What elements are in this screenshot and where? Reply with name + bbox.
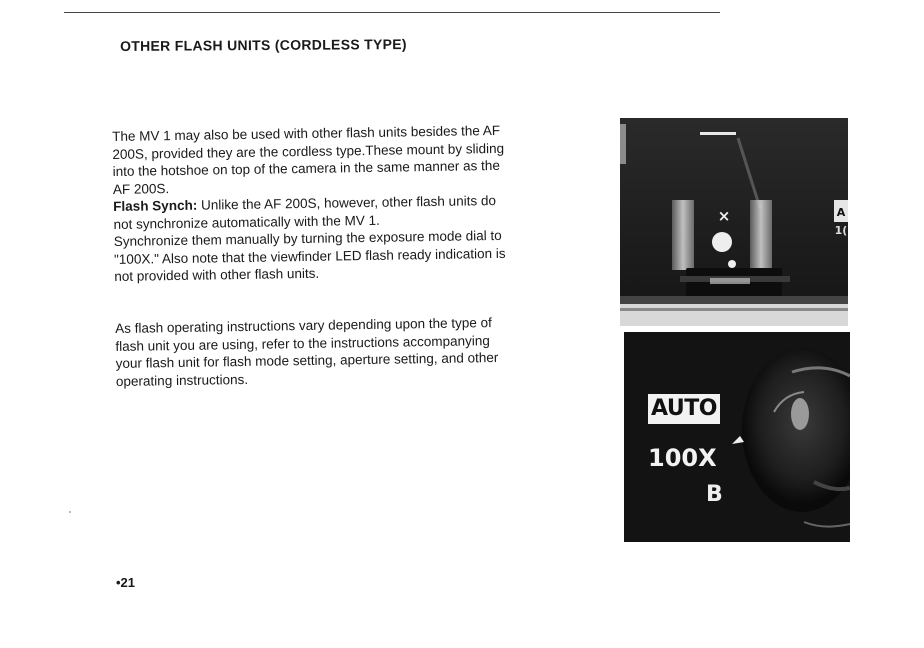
mode-auto-label: AUTO [648,394,720,424]
page-number: •21 [116,575,136,590]
mode-bulb-label: B [706,482,723,507]
text-line: not provided with other flash units. [114,265,320,284]
text-line: your flash unit for flash mode setting, aperture setting, and other [115,349,499,371]
edge-letter: 1( [834,224,848,237]
paragraph-flash-units [112,120,604,285]
text-line: AF 200S. [112,180,170,197]
paragraph-instructions [115,312,606,390]
hotshoe-cross-mark: × [717,207,731,225]
text-line: not synchronize automatically with the MV 1. [113,212,380,232]
text-line: flash unit you are using, refer to the instructions accompanying [115,332,490,354]
text-line: "100X." Also note that the viewfinder LED flash ready indication is [113,245,506,267]
hotshoe-illustration [620,118,848,326]
scan-speck [69,511,71,513]
text-line: Unlike the AF 200S, however, other flash units do [197,192,497,213]
text-line: The MV 1 may also be used with other flash units besides the AF [112,122,501,144]
text-line: As flash operating instructions vary depending upon the type of [115,315,492,336]
top-rule [64,12,720,13]
edge-letter: A [836,206,846,219]
mode-100x-label: 100X [648,444,717,472]
mode-dial-illustration [624,332,850,542]
page-title: OTHER FLASH UNITS (CORDLESS TYPE) [120,35,407,54]
text-line: into the hotshoe on top of the camera in the same manner as the [112,157,501,179]
text-line: Synchronize them manually by turning the exposure mode dial to [113,227,502,249]
text-line: 200S, provided they are the cordless type.These mount by sliding [112,140,505,162]
text-line: operating instructions. [115,371,249,389]
flash-synch-label: Flash Synch: [113,197,198,214]
mode-dial-photo [624,332,850,542]
hotshoe-photo [620,118,848,326]
